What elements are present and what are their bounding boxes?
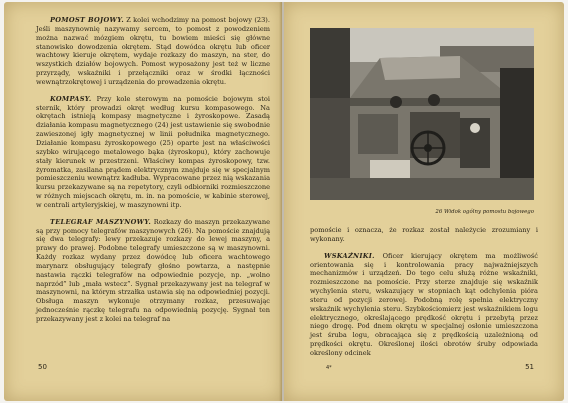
photo-caption: 26 Widok ogólny pomostu bojowego xyxy=(435,209,534,215)
paragraph-wskazniki xyxy=(310,252,538,358)
heading-wskazniki: WSKAŹNIKI. xyxy=(324,251,375,260)
paragraph-kompasy xyxy=(36,95,270,210)
body-pomost-bojowy: Z kolei wchodzimy na pomost bojowy (23). Jeśli maszynownię nazywamy sercem, to pomost z powodzeniem można nazwać mózgiem okrętu, tu bowiem mieści się główne stanowisko dowodzenia okrętem. Stąd dowódca okrętu lub oficer wachtowy kieruje okrętem, wydaje rozkazy do maszyn, na ster, do wszystkich działów bojowych. Pomost wyposażony jest też w liczne przyrządy, wskaźniki i przełączniki oraz w środki łączności wewnątrzokrętowej i urządzenia do prowadzenia okrętu. xyxy=(36,16,270,86)
continuation-text: pomoście i oznacza, że rozkaz został należycie zrozumiany i wykonany. xyxy=(310,226,538,243)
right-page-text xyxy=(310,226,538,358)
body-wskazniki: Oficer kierujący okrętem ma możliwość orientowania się i kontrolowania pracy najważniejszych mechanizmów i urządzeń. Do tego celu służą różne wskaźniki, rozmieszczone na pomoście. Przy sterze znajduje się wskaźnik wychylenia steru, wskazujący w stopniach kąt odchylenia pióra steru od pozycji zerowej. Podobną rolę spełnia elektryczny wskaźnik wychylenia steru. Szybkościomierz jest wskaźnikiem logu elektrycznego, określającego prędkość okrętu i przebytą przez niego drogę. Pod dnem okrętu w specjalnej osłonie umieszczona jest śruba logu, obracająca się z prędkością uzależnioną od prędkości okrętu. Określonej ilości obrotów śruby odpowiada określony odcinek xyxy=(310,251,538,357)
left-page-text xyxy=(36,16,270,324)
right-page xyxy=(284,2,564,401)
page-number-right: 51 xyxy=(525,363,534,371)
left-page xyxy=(4,2,282,401)
bridge-photo-illustration xyxy=(310,28,534,200)
heading-kompasy: KOMPASY. xyxy=(50,94,92,103)
paragraph-telegraf xyxy=(36,218,270,324)
bridge-photo xyxy=(310,28,534,200)
body-kompasy: Przy kole sterowym na pomoście bojowym stoi sternik, który prowadzi okręt według kursu kompasowego. Na okrętach istnieją kompasy magnetyczne i żyroskopowe. Zasadą działania kompasu magnetycznego (24) jest ustawienie się swobodnie zawieszonej igły magnetycznej w linii południka magnetycznego. Działanie kompasu żyroskopowego (25) oparte jest na właściwości szybko wirującego metalowego bąka (żyroskopu), który zachowuje stały kierunek w przestrzeni. Właściwy kompas żyroskopowy, tzw. żyromatka, zasilana prądem elektrycznym znajduje się w specjalnym pomieszczeniu wewnątrz kadłuba. Wypracowane przez nią wskazania kursu przekazywane są na repetytory, czyli odbiorniki rozmieszczone w różnych miejscach okrętu, m. in. na pomoście, w kabinie sterowej, w centrali artyleryjskiej, w maszynowni itp. xyxy=(36,94,270,209)
page-number-left: 50 xyxy=(38,363,47,371)
signature-mark: 4* xyxy=(326,365,332,371)
paragraph-pomost xyxy=(36,16,270,87)
heading-pomost-bojowy: POMOST BOJOWY. xyxy=(50,16,124,24)
heading-telegraf-maszynowy: TELEGRAF MASZYNOWY. xyxy=(50,217,152,226)
body-telegraf-maszynowy: Rozkazy do maszyn przekazywane są przy pomocy telegrafów maszynowych (26). Na pomoście znajdują się dwa telegrafy: lewy przekazuje rozkazy do lewej maszyny, a prawy do prawej. Podobne telegrafy umieszczone są w maszynowni. Każdy rozkaz wydany przez dowódcę lub oficera wachtowego marynarz obsługujący telegrafy głośno powtarza, a następnie nastawia rączki telegrafów na odpowiednie pozycje, np. „wolno naprzód” lub „mała wstecz”. Sygnał przekazywany jest na telegraf w maszynowni, na którym strzałka ustawia się na odpowiedniej pozycji. Obsługa maszyn wykonuje otrzymany rozkaz, przesuwając jednocześnie rączkę telegrafu na odpowiednią pozycję. Sygnał ten przekazywany jest z kolei na telegraf na xyxy=(36,217,270,323)
